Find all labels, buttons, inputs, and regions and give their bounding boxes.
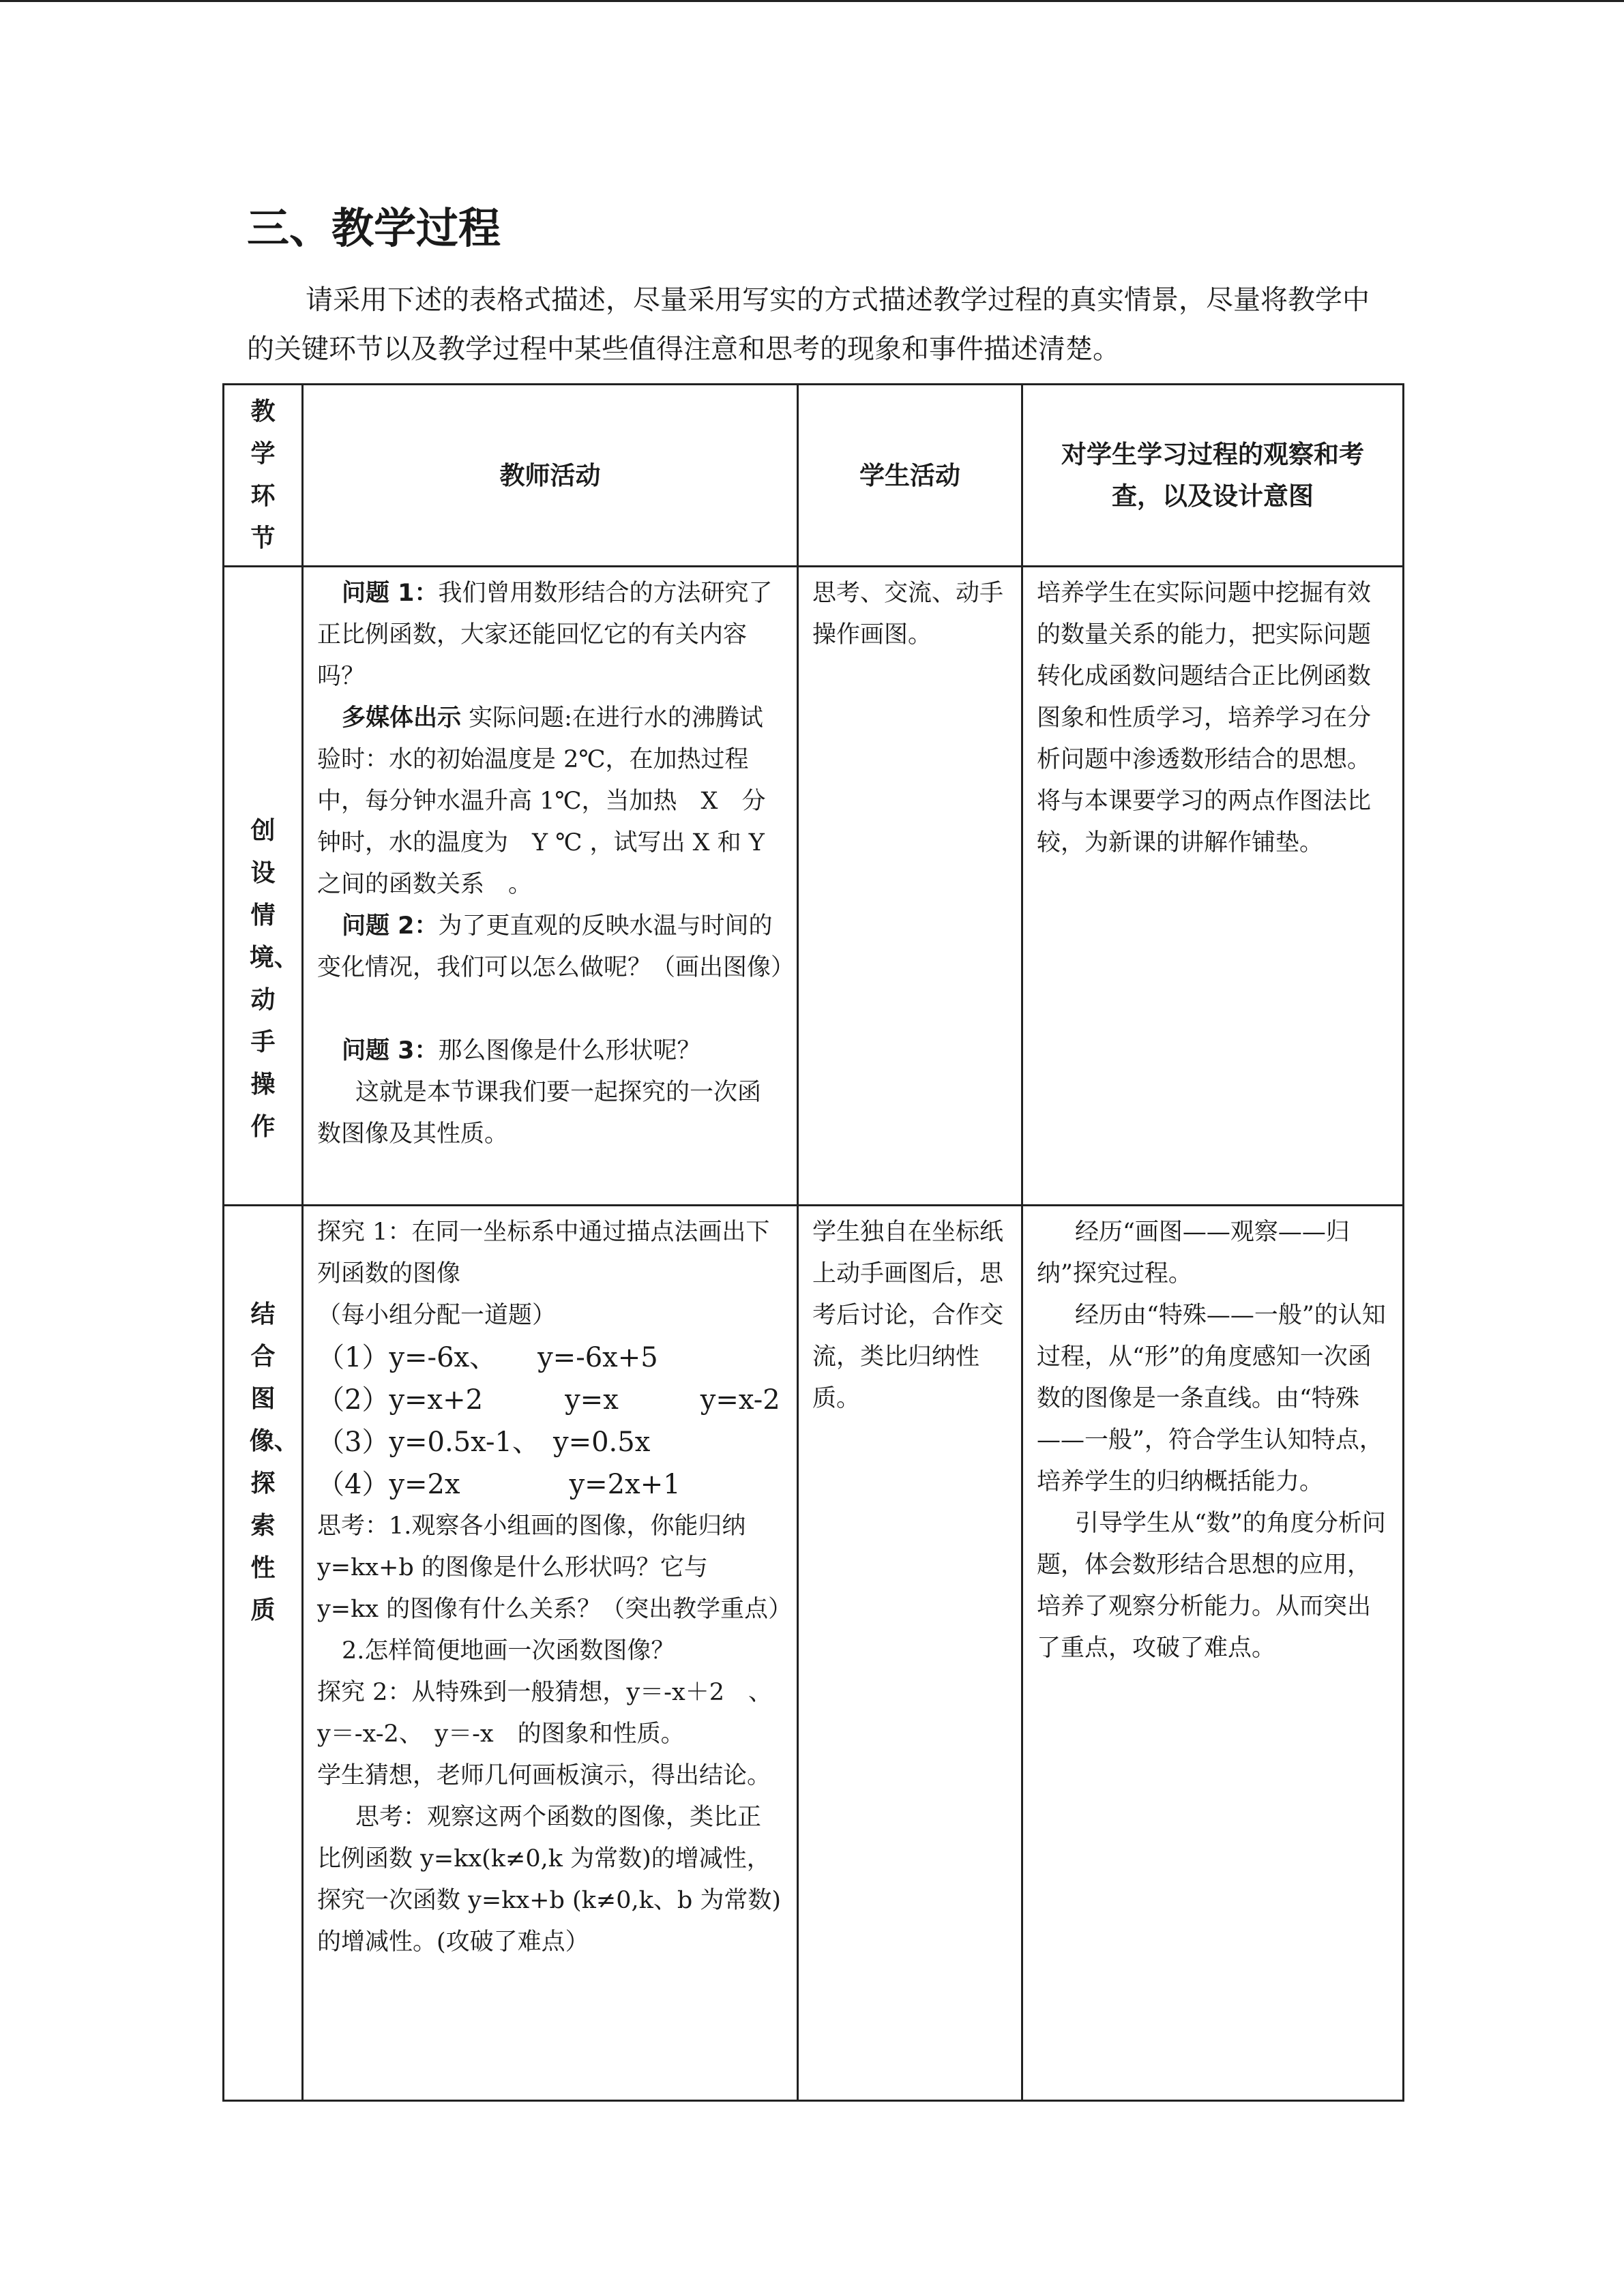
table-header-row	[224, 385, 1404, 567]
observation-cell: 培养学生在实际问题中挖掘有效的数量关系的能力，把实际问题转化成函数问题结合正比例函数图象和性质学习，培养学习在分析问题中渗透数形结合的思想。将与本课要学习的两点作图法比较，为新课的讲解作铺垫。	[1022, 567, 1404, 1206]
header-teacher: 教师活动	[303, 385, 798, 567]
observation-cell: 经历“画图——观察——归纳”探究过程。 经历由“特殊——一般”的认知过程，从“形”的角度感知一次函数的图像是一条直线。由“特殊——一般”，符合学生认知特点，培养学生的归纳概括能力。 引导学生从“数”的角度分析问题，体会数形结合思想的应用，培养了观察分析能力。从而突出了重点，攻破了难点。	[1022, 1206, 1404, 2101]
intro-paragraph: 请采用下述的表格式描述，尽量采用写实的方式描述教学过程的真实情景，尽量将教学中的关键环节以及教学过程中某些值得注意和思考的现象和事件描述清楚。	[247, 284, 1370, 365]
teaching-process-table	[222, 383, 1404, 2102]
stage-cell: 创设情境、动手操作	[224, 567, 303, 1206]
teacher-activity-cell: 问题 1：我们曾用数形结合的方法研究了正比例函数，大家还能回忆它的有关内容吗？ 多媒体出示 实际问题:在进行水的沸腾试验时：水的初始温度是 2℃，在加热过程中，每分钟水温升高 1℃，当加热 X 分钟时，水的温度为 Y ℃ ，试写出 X 和 Y 之间的函数关系 。 问题 2：为了更直观的反映水温与时间的变化情况，我们可以怎么做呢？（画出图像） 问题 3：那么图像是什么形状呢？ 这就是本节课我们要一起探究的一次函数图像及其性质。	[303, 567, 798, 1206]
teacher-activity-cell: 探究 1：在同一坐标系中通过描点法画出下列函数的图像 （每小组分配一道题） （1）y=-6x、 y=-6x+5 （2）y=x+2 y=x y=x-2 （3）y=0.5x-1、 y=0.5x （4）y=2x y=2x+1 思考：1.观察各小组画的图像，你能归纳 y=kx+b 的图像是什么形状吗？它与 y=kx 的图像有什么关系？（突出教学重点） 2.怎样简便地画一次函数图像？ 探究 2：从特殊到一般猜想，y＝-x＋2 、y＝-x-2、 y＝-x 的图象和性质。 学生猜想，老师几何画板演示，得出结论。 思考：观察这两个函数的图像，类比正比例函数 y=kx(k≠0,k 为常数)的增减性，探究一次函数 y=kx+b (k≠0,k、b 为常数)的增减性。(攻破了难点）	[303, 1206, 798, 2101]
student-activity-cell: 思考、交流、动手操作画图。	[798, 567, 1022, 1206]
section-title: 三、教学过程	[247, 203, 501, 253]
table-row	[224, 567, 1404, 1206]
stage-cell: 结合图像、探索性质	[224, 1206, 303, 2101]
page-top-border	[0, 0, 1624, 2]
student-activity-cell: 学生独自在坐标纸上动手画图后，思考后讨论，合作交流，类比归纳性质。	[798, 1206, 1022, 2101]
header-stage: 教学环节	[224, 385, 303, 567]
header-observation: 对学生学习过程的观察和考查，以及设计意图	[1022, 385, 1404, 567]
table-row	[224, 1206, 1404, 2101]
header-student: 学生活动	[798, 385, 1022, 567]
